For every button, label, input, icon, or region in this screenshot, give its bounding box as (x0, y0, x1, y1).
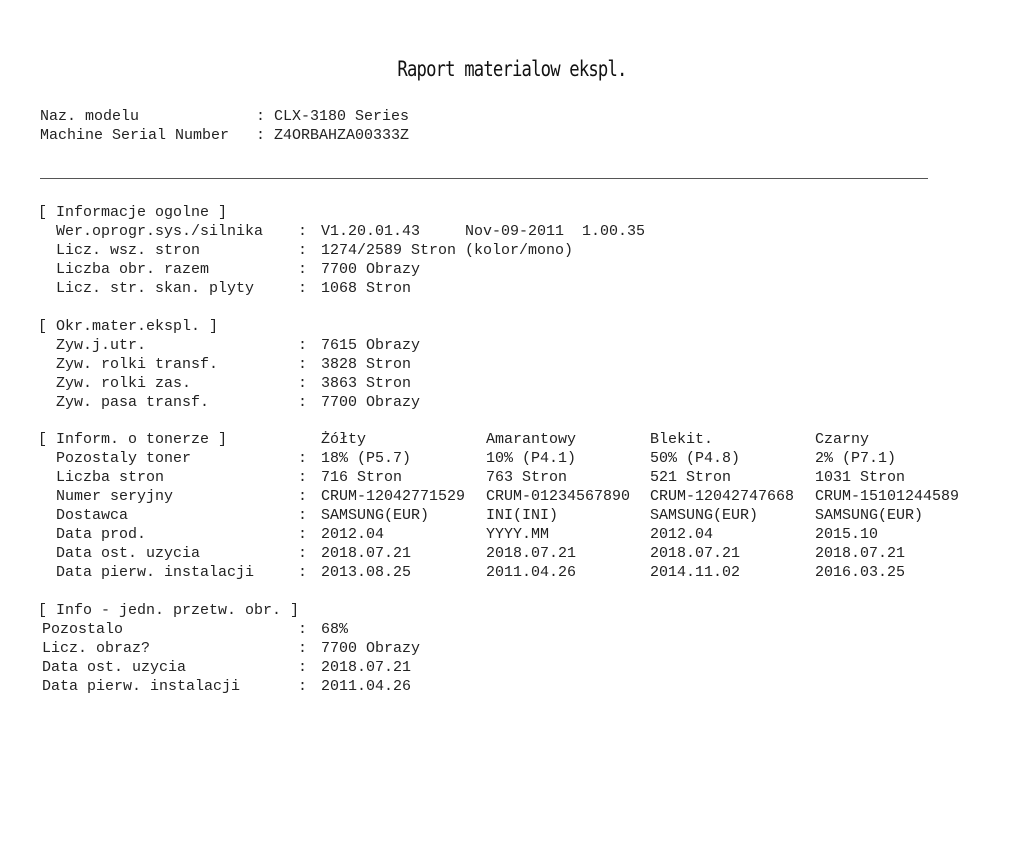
row-value: 3863 Stron (321, 375, 412, 392)
row-value: 68% (321, 621, 349, 638)
toner-cell: CRUM-01234567890 (486, 488, 631, 505)
toner-cell: 18% (P5.7) (321, 450, 412, 467)
row-value: 2018.07.21 (321, 659, 412, 676)
model-label: Naz. modelu (40, 108, 140, 125)
serial-value: Z4ORBAHZA00333Z (274, 127, 410, 144)
colon: : (256, 127, 266, 144)
toner-column-black: Czarny (815, 431, 870, 448)
row-value: 7700 Obrazy (321, 394, 421, 411)
row-label: Liczba obr. razem (56, 261, 210, 278)
row-label: Zyw. pasa transf. (56, 394, 210, 411)
toner-cell: YYYY.MM (486, 526, 550, 543)
toner-cell: SAMSUNG(EUR) (650, 507, 759, 524)
toner-cell: 10% (P4.1) (486, 450, 577, 467)
toner-cell: SAMSUNG(EUR) (815, 507, 924, 524)
row-value: 1068 Stron (321, 280, 412, 297)
row-label: Licz. obraz? (42, 640, 151, 657)
colon: : (298, 356, 308, 373)
toner-cell: 2012.04 (650, 526, 714, 543)
row-label: Wer.oprogr.sys./silnika (56, 223, 264, 240)
colon: : (298, 450, 308, 467)
row-value: 1274/2589 Stron (kolor/mono) (321, 242, 574, 259)
row-label: Data pierw. instalacji (56, 564, 255, 581)
toner-cell: 1031 Stron (815, 469, 906, 486)
toner-cell: 521 Stron (650, 469, 732, 486)
colon: : (298, 640, 308, 657)
colon: : (298, 659, 308, 676)
toner-column-cyan: Blekit. (650, 431, 714, 448)
colon: : (298, 469, 308, 486)
toner-cell: 2014.11.02 (650, 564, 741, 581)
colon: : (298, 223, 308, 240)
toner-cell: 2% (P7.1) (815, 450, 897, 467)
colon: : (298, 394, 308, 411)
toner-column-yellow: Żółty (321, 431, 367, 448)
row-label: Pozostaly toner (56, 450, 192, 467)
model-value: CLX-3180 Series (274, 108, 410, 125)
toner-cell: 50% (P4.8) (650, 450, 741, 467)
colon: : (298, 507, 308, 524)
toner-cell: 2013.08.25 (321, 564, 412, 581)
row-label: Zyw. rolki transf. (56, 356, 219, 373)
row-value: 3828 Stron (321, 356, 412, 373)
colon: : (298, 526, 308, 543)
row-value: 7700 Obrazy (321, 640, 421, 657)
toner-cell: 2018.07.21 (486, 545, 577, 562)
toner-cell: SAMSUNG(EUR) (321, 507, 430, 524)
row-label: Data ost. uzycia (56, 545, 201, 562)
row-label: Licz. wsz. stron (56, 242, 201, 259)
toner-cell: CRUM-12042771529 (321, 488, 466, 505)
toner-cell: 2018.07.21 (650, 545, 741, 562)
row-value: V1.20.01.43 Nov-09-2011 1.00.35 (321, 223, 646, 240)
toner-cell: 716 Stron (321, 469, 403, 486)
toner-cell: 763 Stron (486, 469, 568, 486)
toner-cell: 2012.04 (321, 526, 385, 543)
section-heading-consumables: [ Okr.mater.ekspl. ] (38, 318, 219, 335)
row-label: Zyw.j.utr. (56, 337, 147, 354)
toner-cell: 2018.07.21 (815, 545, 906, 562)
row-label: Zyw. rolki zas. (56, 375, 192, 392)
toner-column-magenta: Amarantowy (486, 431, 577, 448)
colon: : (298, 242, 308, 259)
colon: : (256, 108, 266, 125)
section-heading-toner: [ Inform. o tonerze ] (38, 431, 228, 448)
colon: : (298, 564, 308, 581)
toner-cell: 2011.04.26 (486, 564, 577, 581)
colon: : (298, 337, 308, 354)
colon: : (298, 545, 308, 562)
section-heading-imaging: [ Info - jedn. przetw. obr. ] (38, 602, 300, 619)
toner-cell: 2015.10 (815, 526, 879, 543)
divider-line (40, 178, 928, 179)
section-heading-general: [ Informacje ogolne ] (38, 204, 228, 221)
toner-cell: CRUM-12042747668 (650, 488, 795, 505)
row-value: 7615 Obrazy (321, 337, 421, 354)
row-label: Pozostalo (42, 621, 124, 638)
toner-cell: CRUM-15101244589 (815, 488, 960, 505)
colon: : (298, 678, 308, 695)
colon: : (298, 375, 308, 392)
colon: : (298, 488, 308, 505)
colon: : (298, 261, 308, 278)
row-label: Liczba stron (56, 469, 165, 486)
colon: : (298, 280, 308, 297)
row-label: Data ost. uzycia (42, 659, 187, 676)
colon: : (298, 621, 308, 638)
toner-cell: INI(INI) (486, 507, 559, 524)
row-label: Numer seryjny (56, 488, 174, 505)
row-label: Licz. str. skan. plyty (56, 280, 255, 297)
toner-cell: 2016.03.25 (815, 564, 906, 581)
report-title: Raport materialow ekspl. (397, 57, 627, 81)
row-label: Data pierw. instalacji (42, 678, 241, 695)
row-value: 2011.04.26 (321, 678, 412, 695)
toner-cell: 2018.07.21 (321, 545, 412, 562)
row-value: 7700 Obrazy (321, 261, 421, 278)
serial-label: Machine Serial Number (40, 127, 230, 144)
row-label: Data prod. (56, 526, 147, 543)
row-label: Dostawca (56, 507, 129, 524)
